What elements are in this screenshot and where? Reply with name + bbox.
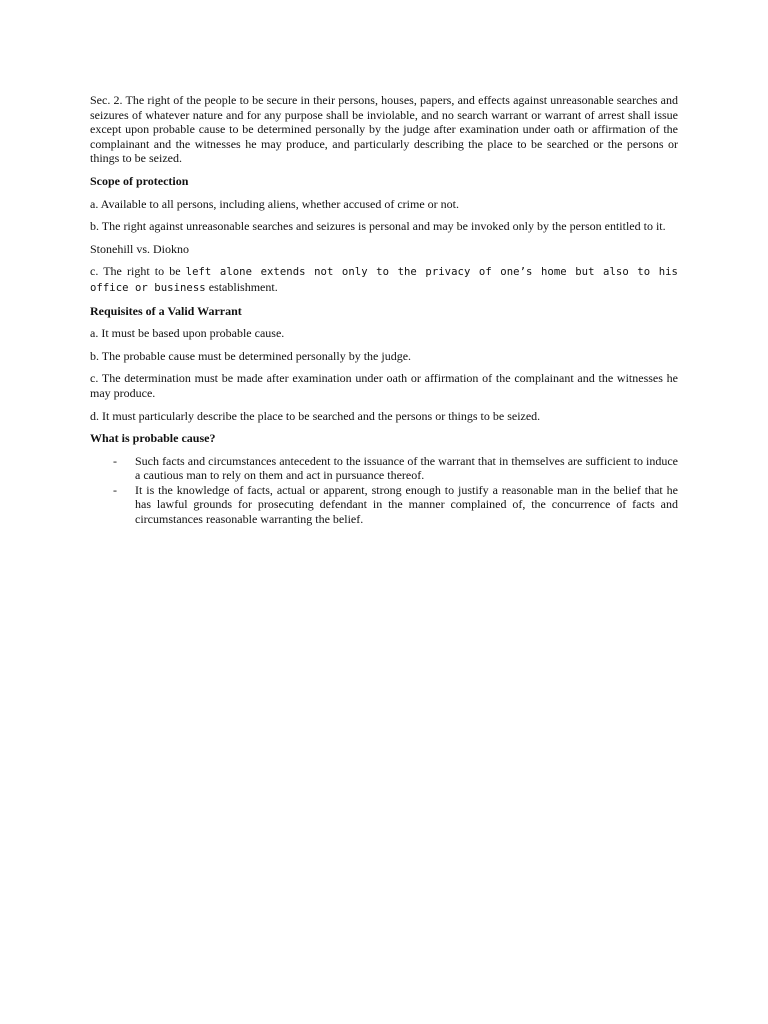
definition-text: It is the knowledge of facts, actual or apparent, strong enough to justify a reasonable man in the belief that he has lawful grounds for prosecuting defendant in the manner complained of, the concurrence of facts and circumstances reasonable warranting the belief.	[135, 482, 678, 527]
requisite-item-b: b. The probable cause must be determined personally by the judge.	[90, 348, 412, 363]
section-2-paragraph: Sec. 2. The right of the people to be secure in their persons, houses, papers, and effects against unreasonable searches and seizures of whatever nature and for any purpose shall be inviolable, and no search warrant or warrant of arrest shall issue except upon probable cause to be determined personally by the judge after examination under oath or affirmation of the complainant and the witnesses he may produce, and particularly describing the place to be searched or the persons or things to be seized.	[90, 93, 678, 166]
scope-item-c-suffix: establishment.	[208, 279, 278, 294]
case-citation: Stonehill vs. Diokno	[90, 241, 190, 256]
list-item	[90, 483, 678, 527]
definition-text: Such facts and circumstances antecedent to the issuance of the warrant that in themselves are sufficient to induce a cautious man to rely on them and act in pursuance thereof.	[135, 453, 678, 483]
scope-item-b: b. The right against unreasonable searches and seizures is personal and may be invoked only by the person entitled to it.	[90, 219, 666, 234]
requisite-item-a: a. It must be based upon probable cause.	[90, 326, 285, 341]
scope-item-c-prefix: c. The right to be	[90, 264, 186, 279]
list-item	[90, 454, 678, 483]
probable-cause-list	[90, 454, 678, 527]
scope-item-a: a. Available to all persons, including aliens, whether accused of crime or not.	[90, 196, 459, 211]
requisite-item-d: d. It must particularly describe the place to be searched and the persons or things to be seized.	[90, 408, 541, 423]
document-page	[90, 93, 678, 527]
requisite-item-c: c. The determination must be made after examination under oath or affirmation of the complainant and the witnesses he may produce.	[90, 371, 678, 400]
scope-item-c	[90, 264, 678, 295]
dash-bullet: -	[113, 482, 117, 497]
dash-bullet: -	[113, 453, 117, 468]
scope-item-c-mono: left alone extends not only to the privacy of one’s home but also to his office or business	[90, 266, 678, 294]
requisites-heading: Requisites of a Valid Warrant	[90, 303, 242, 318]
scope-heading: Scope of protection	[90, 173, 189, 188]
probable-cause-heading: What is probable cause?	[90, 431, 216, 446]
